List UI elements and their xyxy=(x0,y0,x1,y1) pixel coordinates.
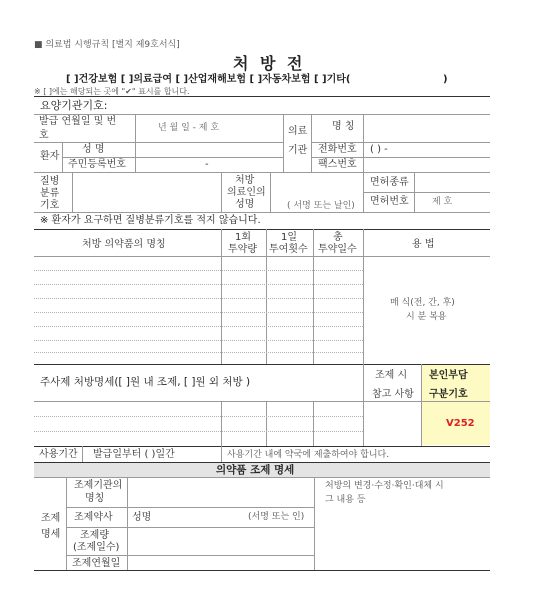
disease-label-line2: 분류 xyxy=(40,188,60,199)
patient-name-label: 성 명 xyxy=(82,144,105,155)
insurance-type-close: ) xyxy=(443,74,448,85)
amount-label-line1: 조제량 xyxy=(80,530,109,541)
institution-name-field[interactable] xyxy=(366,116,488,140)
issue-date-field[interactable]: 년 월 일 - 제 호 xyxy=(158,123,220,133)
license-no-field[interactable]: 제 호 xyxy=(432,197,453,207)
pharmacist-sign-field[interactable]: (서명 또는 인) xyxy=(248,512,305,522)
disease-code-field[interactable] xyxy=(74,174,219,210)
check-instruction: ※ [ ]에는 해당되는 곳에 "✔" 표시를 합니다. xyxy=(34,87,190,96)
pharmacy-name-field[interactable] xyxy=(129,479,312,506)
col-times-line2: 투여횟수 xyxy=(269,244,308,255)
license-no-label: 면허번호 xyxy=(370,196,409,207)
col-usage: 용 법 xyxy=(412,239,435,250)
col-times-line1: 1일 xyxy=(281,232,298,243)
page-title: 처 방 전 xyxy=(233,54,306,73)
col-days-line1: 총 xyxy=(333,232,343,243)
prescriber-sign-field[interactable]: ( 서명 또는 날인) xyxy=(287,201,355,211)
pharmacy-label-line2: 명칭 xyxy=(85,493,105,504)
institution-code-label: 요양기관기호: xyxy=(40,99,108,112)
dispensing-section-title: 의약품 조제 명세 xyxy=(216,464,295,476)
patient-rrn-label: 주민등록번호 xyxy=(68,159,126,170)
usage-period-field[interactable]: 발급일부터 ( )일간 xyxy=(93,449,175,460)
regulation-label: ■ 의료법 시행규칙 [별지 제9호서식] xyxy=(34,40,180,50)
prescriber-label-line3: 성명 xyxy=(235,199,255,210)
institution-name-label: 명 칭 xyxy=(332,121,355,132)
dispense-date-field[interactable] xyxy=(129,557,312,569)
dispense-note-line1: 조제 시 xyxy=(375,370,408,381)
patient-name-field[interactable] xyxy=(136,143,281,156)
col-days-line2: 투약일수 xyxy=(318,244,357,255)
pharmacy-label-line1: 조제기관의 xyxy=(74,480,123,491)
dispensing-group-line1: 조제 xyxy=(41,513,61,524)
phone-label: 전화번호 xyxy=(318,144,357,155)
amount-label-line2: (조제일수) xyxy=(73,542,120,553)
col-drug-name: 처방 의약품의 명칭 xyxy=(82,239,166,250)
amount-field[interactable] xyxy=(129,529,312,554)
disease-code-notice: ※ 환자가 요구하면 질병분류기호를 적지 않습니다. xyxy=(40,215,261,226)
prescriber-label-line2: 의료인의 xyxy=(227,187,266,198)
pharmacist-label: 조제약사 xyxy=(74,512,113,523)
change-note-field[interactable] xyxy=(316,508,488,568)
phone-field[interactable]: ( ) - xyxy=(370,144,388,155)
copay-label-line2: 구분기호 xyxy=(429,389,468,400)
usage-period-label: 사용기간 xyxy=(39,449,78,460)
patient-rrn-field[interactable]: - xyxy=(205,159,209,170)
dispense-note-line2: 참고 사항 xyxy=(372,389,414,400)
change-note-line2: 그 내용 등 xyxy=(325,495,366,505)
pharmacist-name-label: 성명 xyxy=(132,512,152,523)
patient-group-label: 환자 xyxy=(40,151,60,162)
disease-label-line3: 기호 xyxy=(40,200,60,211)
fax-field[interactable] xyxy=(366,158,488,171)
dispensing-group-line2: 명세 xyxy=(41,529,61,540)
usage-period-note: 사용기간 내에 약국에 제출하여야 합니다. xyxy=(227,450,390,460)
change-note-line1: 처방의 변경·수정·확인·대체 시 xyxy=(325,481,444,491)
institution-code-field[interactable] xyxy=(112,98,482,113)
license-type-label: 면허종류 xyxy=(370,177,409,188)
usage-instruction-line1: 매 식(전, 간, 후) xyxy=(390,298,455,308)
issue-label-line2: 호 xyxy=(39,130,49,141)
institution-group-line2: 기관 xyxy=(288,145,308,156)
issue-label-line1: 발급 연월일 및 번 xyxy=(39,116,117,127)
dispense-date-label: 조제연월일 xyxy=(72,558,121,569)
copay-code: V252 xyxy=(446,418,475,429)
copay-label-line1: 본인부담 xyxy=(429,370,468,381)
col-dose-line2: 투약량 xyxy=(228,244,257,255)
prescriber-label-line1: 처방 xyxy=(235,175,255,186)
usage-instruction-line2: 시 분 복용 xyxy=(406,312,447,322)
insurance-type-options: [ ]건강보험 [ ]의료급여 [ ]산업재해보험 [ ]자동차보험 [ ]기타( xyxy=(66,74,351,85)
fax-label: 팩스번호 xyxy=(318,159,357,170)
institution-group-line1: 의료 xyxy=(288,126,308,137)
disease-label-line1: 질병 xyxy=(40,176,60,187)
col-dose-line1: 1회 xyxy=(235,232,252,243)
injection-label: 주사제 처방명세([ ]원 내 조제, [ ]원 외 처방 ) xyxy=(40,376,251,388)
